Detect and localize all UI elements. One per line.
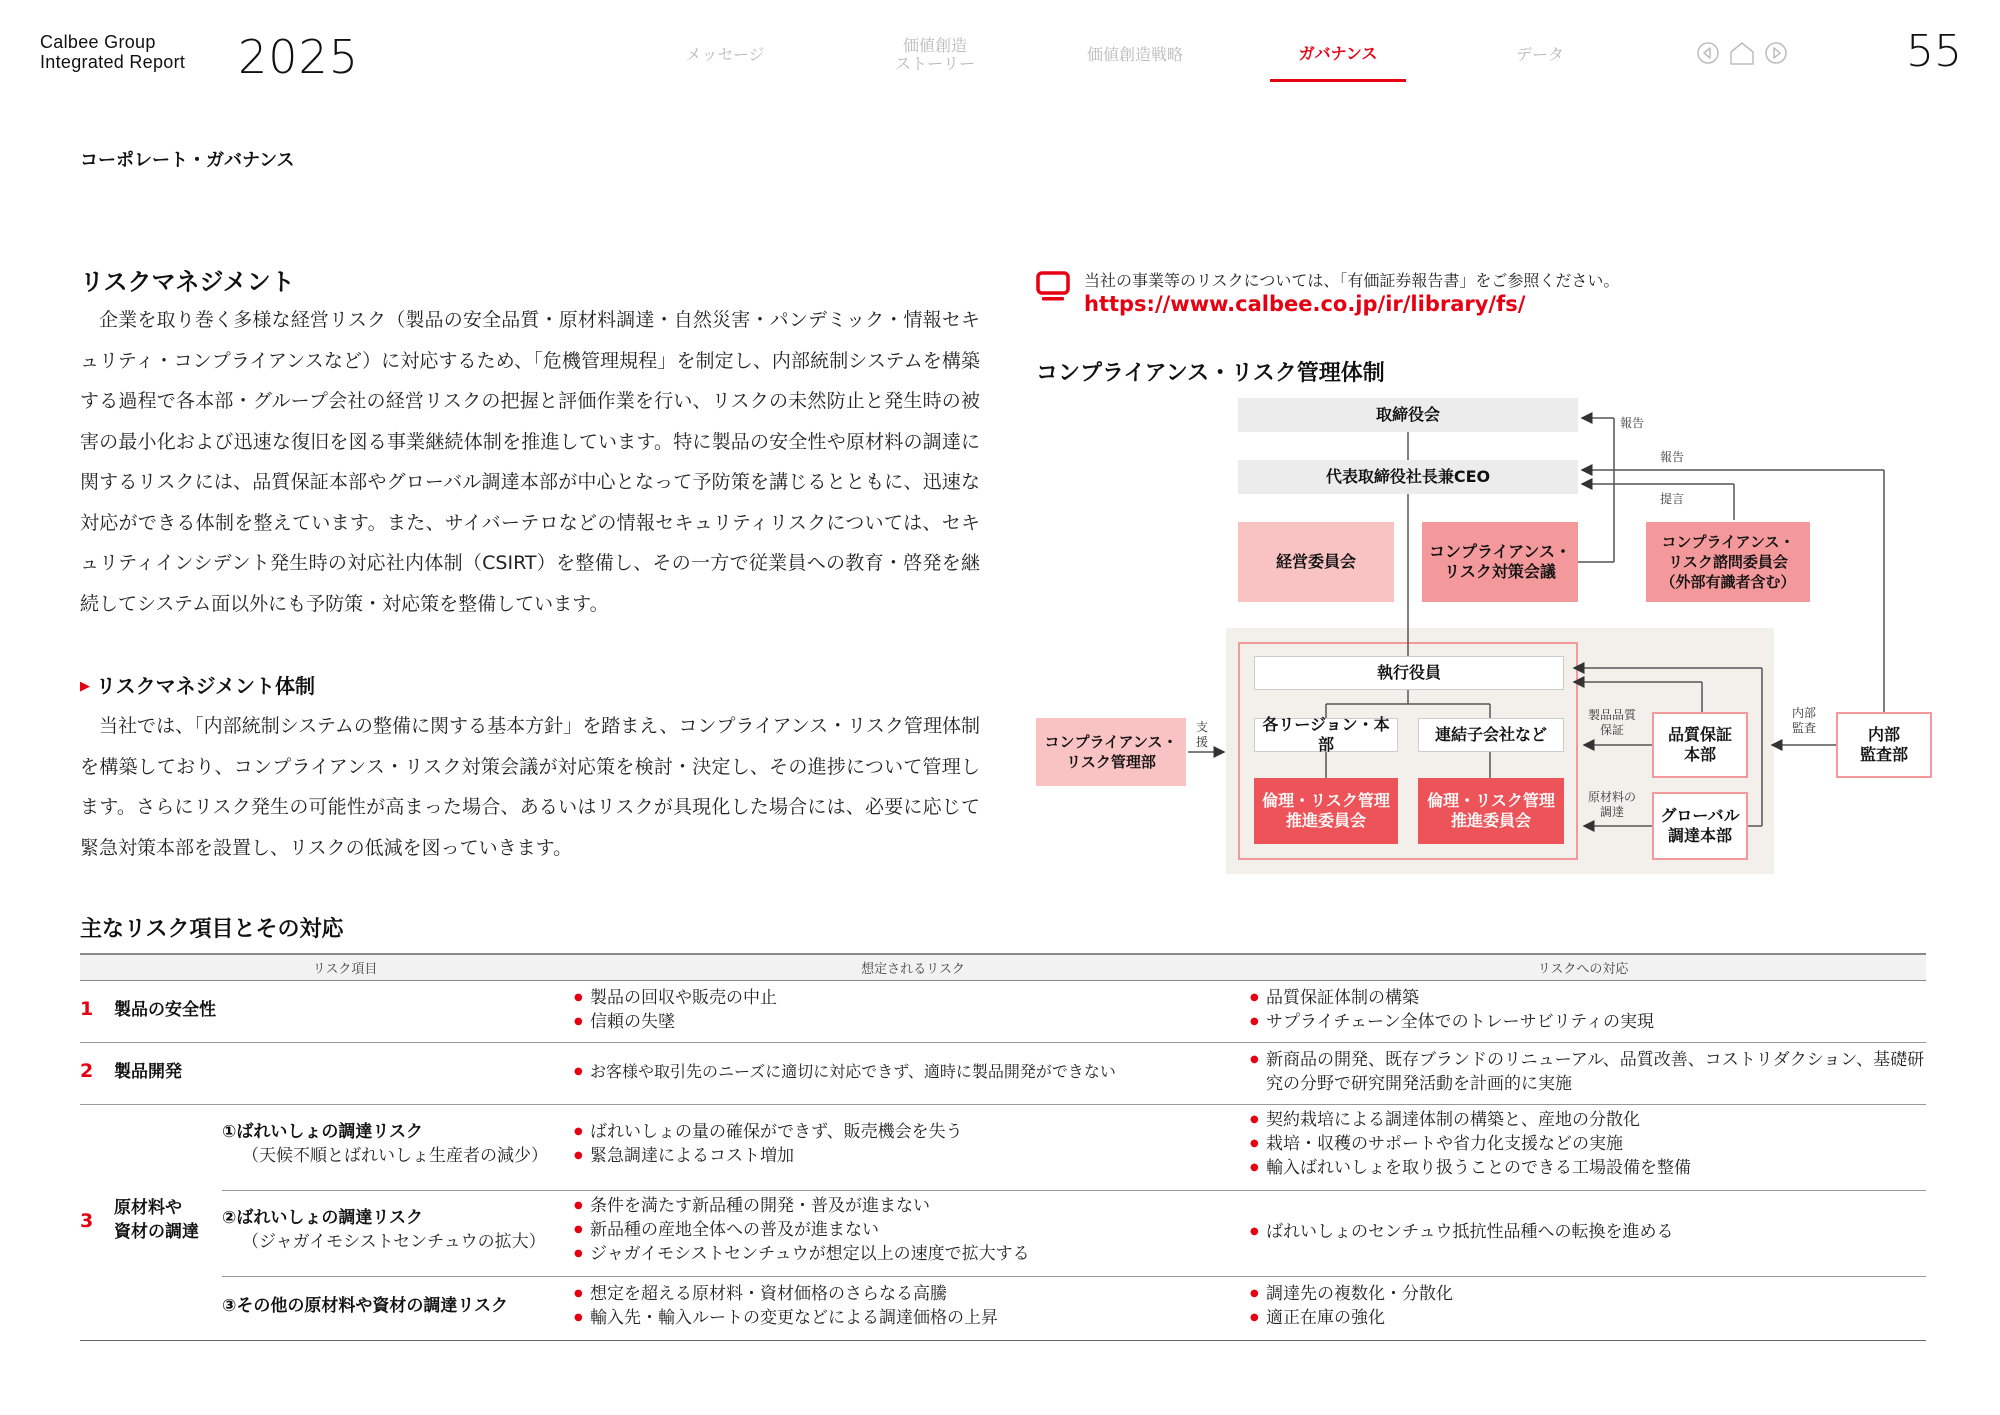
- row-2-number: 2: [80, 1060, 94, 1082]
- list-item: ● ばれいしょのセンチュウ抵抗性品種への転換を進める: [1250, 1220, 1674, 1244]
- list-item: ● 適正在庫の強化: [1250, 1306, 1453, 1330]
- row-3-label: 原材料や 資材の調達: [114, 1198, 199, 1242]
- sub-row-divider: [222, 1190, 1926, 1191]
- report-year: 2025: [238, 30, 360, 84]
- executive-officers-box: 執行役員: [1254, 656, 1564, 690]
- risk-management-title: リスクマネジメント: [80, 268, 295, 296]
- risk-management-paragraph: 企業を取り巻く多様な経営リスク（製品の安全品質・原材料調達・自然災害・パンデミック・情報セキュリティ・コンプライアンスなど）に対応するため、「危機管理規程」を制定し、内部統制システムを構築する過程で各本部・グループ会社の経営リスクの把握と評価作業を行い、リスクの未然防止と発生時の被害の最小化および迅速な復旧を図る事業継続体制を推進しています。特に製品の安全性や原材料の調達に関するリスクには、品質保証本部やグローバル調達本部が中心となって予防策を講じるとともに、迅速な対応ができる体制を整えています。また、サイバーテロなどの情報セキュリティリスクについては、セキュリティインシデント発生時の対応社内体制（CSIRT）を整備し、その一方で従業員への教育・啓発を継続してシステム面以外にも予防策・対応策を整備しています。: [80, 309, 980, 615]
- label-report-1: 報告: [1620, 416, 1645, 430]
- list-item: ● 緊急調達によるコスト増加: [574, 1144, 963, 1168]
- management-committee-box: 経営委員会: [1238, 522, 1394, 602]
- label-quality: 製品品質 保証: [1588, 708, 1637, 737]
- nav-value-strategy[interactable]: 価値創造戦略: [1086, 45, 1183, 64]
- list-item: ● サプライチェーン全体でのトレーサビリティの実現: [1250, 1010, 1654, 1034]
- sub-risk-3-responses: [1250, 1282, 1453, 1330]
- list-item: ● 品質保証体制の構築: [1250, 986, 1654, 1010]
- row-1-risks: [574, 986, 777, 1034]
- sub-risk-1-responses: [1250, 1108, 1691, 1180]
- header-expected-risk: 想定されるリスク: [861, 962, 965, 977]
- nav-governance[interactable]: ガバナンス: [1270, 28, 1406, 82]
- board-of-directors-box: 取締役会: [1238, 398, 1578, 432]
- sub-risk-1-note: （天候不順とばれいしょ生産者の減少）: [242, 1146, 548, 1166]
- row-2-responses: [1250, 1048, 1926, 1096]
- row-2-risks: [574, 1060, 1116, 1084]
- sub-risk-3: [222, 1294, 508, 1318]
- risk-system-paragraph: 当社では、「内部統制システムの整備に関する基本方針」を踏まえ、コンプライアンス・リスク管理体制を構築しており、コンプライアンス・リスク対策会議が対応策を検討・決定し、その進捗について管理します。さらにリスク発生の可能性が高まった場合、あるいはリスクが具現化した場合には、必要に応じて緊急対策本部を設置し、リスクの低減を図っていきます。: [80, 715, 980, 859]
- list-item: ● 新商品の開発、既存ブランドのリニューアル、品質改善、コストリダクション、基礎研究の分野で研究開発活動を計画的に実施: [1250, 1048, 1926, 1096]
- list-item: ● 製品の回収や販売の中止: [574, 986, 777, 1010]
- row-1-label: 製品の安全性: [114, 1000, 216, 1020]
- sub-risk-2-responses: [1250, 1220, 1674, 1244]
- sub-row-divider: [222, 1276, 1926, 1277]
- ethics-committee-box-2: 倫理・リスク管理 推進委員会: [1418, 778, 1564, 844]
- sub-risk-1-risks: [574, 1120, 963, 1168]
- row-1-number: 1: [80, 998, 94, 1020]
- list-item: ● お客様や取引先のニーズに適切に対応できず、適時に製品開発ができない: [574, 1060, 1116, 1084]
- nav-value-story[interactable]: 価値創造 ストーリー: [894, 36, 975, 73]
- global-procurement-box: グローバル 調達本部: [1652, 792, 1748, 860]
- row-2-label: 製品開発: [114, 1062, 182, 1082]
- table-bottom-rule: [80, 1340, 1926, 1341]
- risk-system-title: リスクマネジメント体制: [96, 674, 315, 698]
- compliance-risk-dept-box: コンプライアンス・ リスク管理部: [1036, 718, 1186, 786]
- sub-risk-3-risks: [574, 1282, 998, 1330]
- list-item: ● 信頼の失墜: [574, 1010, 777, 1034]
- list-item: ● 条件を満たす新品種の開発・普及が進まない: [574, 1194, 1030, 1218]
- sub-risk-2: [222, 1206, 546, 1254]
- label-internal-audit: 内部 監査: [1792, 706, 1817, 735]
- list-item: ● 栽培・収穫のサポートや省力化支援などの実施: [1250, 1132, 1691, 1156]
- nav-message[interactable]: メッセージ: [685, 45, 765, 64]
- list-item: ● 輸入先・輸入ルートの変更などによる調達価格の上昇: [574, 1306, 998, 1330]
- sub-risk-1: [222, 1120, 548, 1168]
- sub-risk-2-risks: [574, 1194, 1030, 1266]
- reference-note: 当社の事業等のリスクについては、「有価証券報告書」をご参照ください。: [1084, 271, 1620, 290]
- ceo-box: 代表取締役社長兼CEO: [1238, 460, 1578, 494]
- sub-risk-1-title: ①ばれいしょの調達リスク: [222, 1122, 424, 1142]
- section-label: コーポレート・ガバナンス: [80, 150, 295, 171]
- nav-data[interactable]: データ: [1515, 45, 1564, 64]
- sub-risk-3-title: ③その他の原材料や資材の調達リスク: [222, 1296, 509, 1316]
- list-item: ● 輸入ばれいしょを取り扱うことのできる工場設備を整備: [1250, 1156, 1691, 1180]
- label-report-2: 報告: [1660, 450, 1685, 464]
- subsidiaries-box: 連結子会社など: [1418, 718, 1564, 752]
- sub-risk-2-note: （ジャガイモシストセンチュウの拡大）: [242, 1232, 546, 1252]
- triangle-bullet-icon: ▶: [80, 679, 90, 694]
- brand-line-2: Integrated Report: [40, 52, 186, 72]
- diagram-title: コンプライアンス・リスク管理体制: [1036, 361, 1385, 386]
- regions-box: 各リージョン・本部: [1254, 718, 1398, 752]
- row-divider: [80, 1104, 1926, 1105]
- header-risk-item: リスク項目: [312, 962, 378, 977]
- row-3-number: 3: [80, 1210, 94, 1232]
- label-support: 支 援: [1196, 720, 1209, 749]
- header-response: リスクへの対応: [1537, 962, 1629, 977]
- internal-audit-box: 内部 監査部: [1836, 712, 1932, 778]
- label-proposal: 提言: [1660, 492, 1685, 506]
- list-item: ● 新品種の産地全体への普及が進まない: [574, 1218, 1030, 1242]
- row-divider: [80, 1042, 1926, 1043]
- sub-risk-2-title: ②ばれいしょの調達リスク: [222, 1208, 424, 1228]
- reference-link[interactable]: https://www.calbee.co.jp/ir/library/fs/: [1084, 292, 1526, 316]
- page-number: 55: [1906, 26, 1962, 77]
- label-materials: 原材料の 調達: [1588, 790, 1637, 819]
- advisory-committee-box: コンプライアンス・ リスク諮問委員会 （外部有識者含む）: [1646, 522, 1810, 602]
- list-item: ● ばれいしょの量の確保ができず、販売機会を失う: [574, 1120, 963, 1144]
- compliance-risk-council-box: コンプライアンス・ リスク対策会議: [1422, 522, 1578, 602]
- list-item: ● 契約栽培による調達体制の構築と、産地の分散化: [1250, 1108, 1691, 1132]
- brand-line-1: Calbee Group: [40, 32, 156, 52]
- row-1-responses: [1250, 986, 1654, 1034]
- list-item: ● 調達先の複数化・分散化: [1250, 1282, 1453, 1306]
- list-item: ● 想定を超える原材料・資材価格のさらなる高騰: [574, 1282, 998, 1306]
- quality-assurance-box: 品質保証 本部: [1652, 712, 1748, 778]
- ethics-committee-box-1: 倫理・リスク管理 推進委員会: [1254, 778, 1398, 844]
- risk-table-title: 主なリスク項目とその対応: [80, 917, 344, 942]
- list-item: ● ジャガイモシストセンチュウが想定以上の速度で拡大する: [574, 1242, 1030, 1266]
